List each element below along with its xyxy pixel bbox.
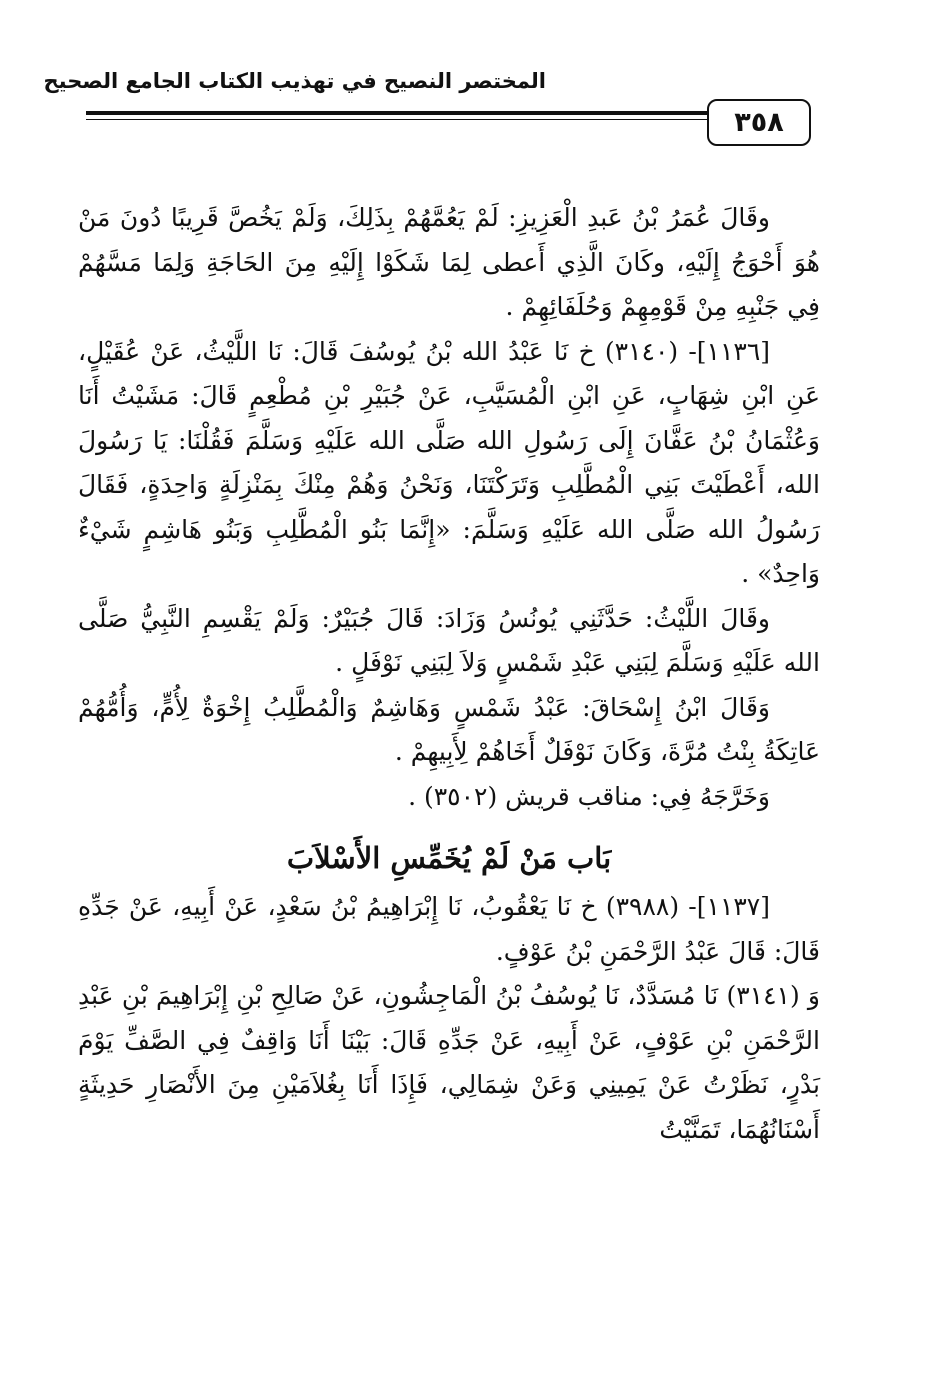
page-body bbox=[78, 196, 820, 1152]
paragraph-layth-addition: وقَالَ اللَّيْثُ: حَدَّثَنِي يُونُسُ وَزَادَ: قَالَ جُبَيْرٌ: وَلَمْ يَقْسِمِ النَّبِيُّ صَلَّى الله عَلَيْهِ وَسَلَّمَ لِبَنِي عَبْدِ شَمْسٍ وَلاَ لِبَنِي نَوْفَلٍ . bbox=[78, 603, 820, 677]
paragraph-isnad-3141: وَ (٣١٤١) نَا مُسَدَّدٌ، نَا يُوسُفُ بْنُ الْمَاجِشُونِ، عَنْ صَالِحِ بْنِ إِبْرَاهِيمَ بْنِ عَبْدِ الرَّحْمَنِ بْنِ عَوْفٍ، عَنْ أَبِيهِ، عَنْ جَدِّهِ قَالَ: بَيْنَا أَنَا وَاقِفٌ فِي الصَّفِّ يَوْمَ بَدْرٍ، نَظَرْتُ عَنْ يَمِينِي وَعَنْ شِمَالِي، فَإِذَا أَنَا بِغُلاَمَيْنِ مِنَ الأَنْصَارِ حَدِيثَةٍ أَسْنَانُهُمَا، تَمَنَّيْتُ bbox=[78, 981, 820, 1144]
header-rule-thick bbox=[86, 111, 722, 115]
header-rule-thin bbox=[86, 119, 722, 120]
paragraph-cross-reference: وَخَرَّجَهُ فِي: مناقب قريش (٣٥٠٢) . bbox=[408, 781, 770, 811]
paragraph-ibn-ishaq: وَقَالَ ابْنُ إِسْحَاقَ: عَبْدُ شَمْسٍ وَهَاشِمٌ وَالْمُطَّلِبُ إِخْوَةٌ لِأُمٍّ، وَأُمُّهُمْ عَاتِكَةُ بِنْتُ مُرَّةَ، وَكَانَ نَوْفَلٌ أَخَاهُمْ لِأَبِيهِمْ . bbox=[78, 692, 820, 766]
running-title: المختصر النصيح في تهذيب الكتاب الجامع الصحيح bbox=[43, 69, 546, 93]
hadith-1136: [١١٣٦]- (٣١٤٠) خ نَا عَبْدُ الله بْنُ يُوسُفَ قَالَ: نَا اللَّيْثُ، عَنْ عُقَيْلٍ، عَنِ ابْنِ شِهَابٍ، عَنِ ابْنِ الْمُسَيَّبِ، عَنْ جُبَيْرِ بْنِ مُطْعِمٍ قَالَ: مَشَيْتُ أَنَا وَعُثْمَانُ بْنُ عَفَّانَ إِلَى رَسُولِ الله صَلَّى الله عَلَيْهِ وَسَلَّمَ فَقُلْنَا: يَا رَسُولَ الله، أَعْطَيْتَ بَنِي الْمُطَّلِبِ وَتَرَكْتَنَا، وَنَحْنُ وَهُمْ مِنْكَ بِمَنْزِلَةٍ وَاحِدَةٍ، فَقَالَ رَسُولُ الله صَلَّى الله عَلَيْهِ وَسَلَّمَ: «إِنَّمَا بَنُو الْمُطَّلِبِ وَبَنُو هَاشِمٍ شَيْءٌ وَاحِدٌ» . bbox=[78, 336, 820, 588]
page-number: ٣٥٨ bbox=[707, 99, 811, 146]
chapter-heading: بَاب مَنْ لَمْ يُخَمِّسِ الأَسْلاَبَ bbox=[286, 841, 612, 875]
hadith-1137: [١١٣٧]- (٣٩٨٨) خ نَا يَعْقُوبُ، نَا إِبْرَاهِيمُ بْنُ سَعْدٍ، عَنْ أَبِيهِ، عَنْ جَدِّهِ قَالَ: قَالَ عَبْدُ الرَّحْمَنِ بْنُ عَوْفٍ. bbox=[78, 892, 820, 966]
paragraph-umar-quote: وقَالَ عُمَرُ بْنُ عَبدِ الْعَزِيزِ: لَمْ يَعُمَّهُمْ بِذَلِكَ، وَلَمْ يَخُصَّ قَرِيبًا دُونَ مَنْ هُوَ أَحْوَجُ إِلَيْهِ، وكَانَ الَّذِي أَعطى لِمَا شَكَوْا إِلَيْهِ مِنَ الحَاجَةِ وَلِمَا مَسَّهُمْ فِي جَنْبِهِ مِنْ قَوْمِهِمْ وَحُلَفَائِهِمْ . bbox=[78, 203, 820, 321]
